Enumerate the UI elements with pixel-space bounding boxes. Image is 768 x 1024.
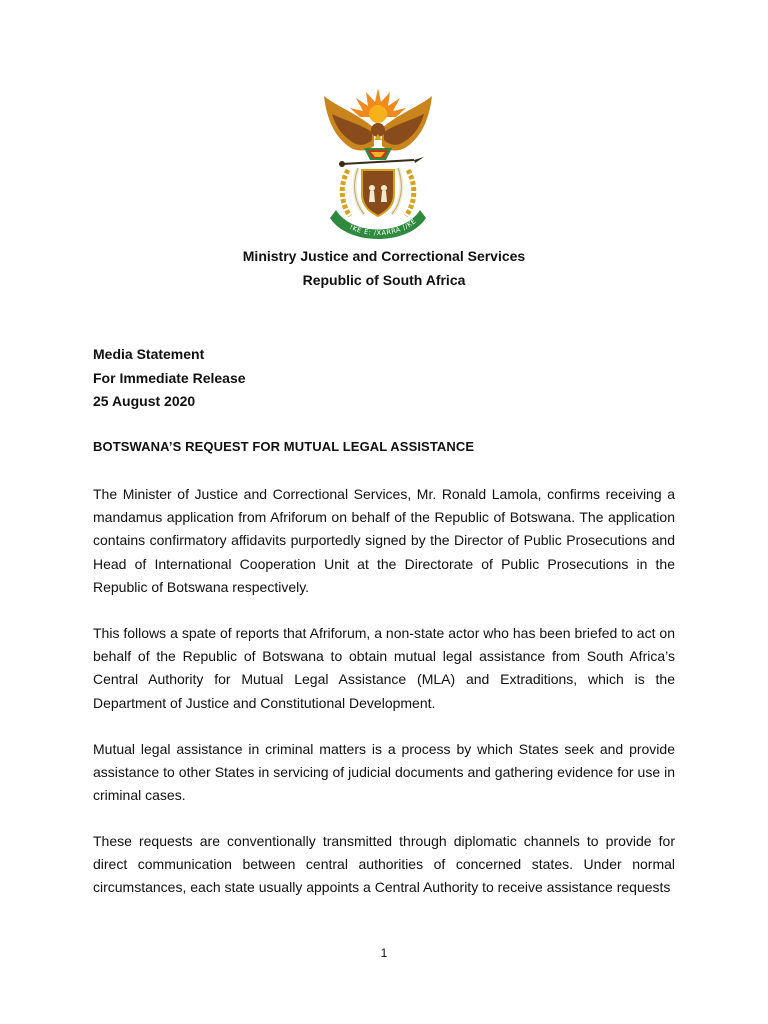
country-heading: Republic of South Africa <box>302 272 466 288</box>
ministry-heading: Ministry Justice and Correctional Services <box>242 248 526 264</box>
statement-date: 25 August 2020 <box>93 393 196 409</box>
paragraph: The Minister of Justice and Correctional Services, Mr. Ronald Lamola, confirms receiving a mandamus application from Afriforum on behalf of the Republic of Botswana. The application contains confirmatory affidavits purportedly signed by the Director of Public Prosecutions and Head of International Cooperation Unit at the Directorate of Public Prosecutions in the Republic of Botswana respectively. <box>93 486 675 595</box>
protea-icon <box>364 148 392 160</box>
paragraph: These requests are conventionally transmitted through diplomatic channels to provide for direct communication between central authorities of concerned states. Under normal circumstances, each state usually appoints a Central Authority to receive assistance requests <box>93 833 675 896</box>
release-label: For Immediate Release <box>93 370 246 386</box>
coat-of-arms-icon <box>318 84 438 242</box>
shield-icon <box>362 170 394 216</box>
page-number: 1 <box>380 946 388 960</box>
crest-motto: !KE E: /XARRA //KE <box>348 217 418 238</box>
statement-type: Media Statement <box>93 346 205 362</box>
paragraph: Mutual legal assistance in criminal matters is a process by which States seek and provide assistance to other States in servicing of judicial documents and gathering evidence for use in criminal cases. <box>93 741 675 804</box>
svg-text:!KE E: /XARRA //KE <box>348 217 418 237</box>
paragraph: This follows a spate of reports that Afriforum, a non-state actor who has been briefed to act on behalf of the Republic of Botswana to obtain mutual legal assistance from South Africa’s Central Authority for Mutual Legal Assistance (MLA) and Extraditions, which is the Department of Justice and Constitutional Development. <box>93 625 675 711</box>
statement-title: BOTSWANA’S REQUEST FOR MUTUAL LEGAL ASSISTANCE <box>93 439 475 454</box>
